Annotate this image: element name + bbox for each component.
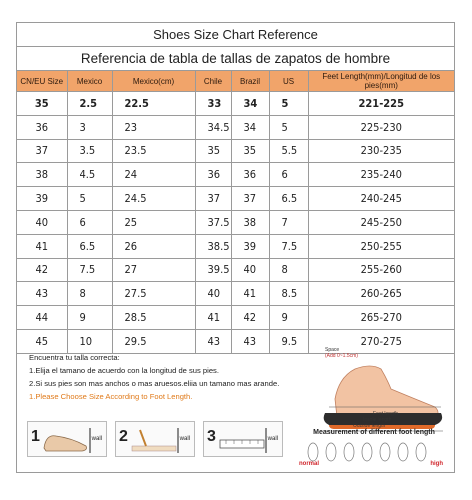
table-cell: 41 <box>17 234 67 258</box>
table-cell: 9 <box>67 306 112 330</box>
table-cell: 45 <box>17 329 67 353</box>
table-row <box>17 306 454 330</box>
table-row <box>17 92 454 116</box>
table-row <box>17 115 454 139</box>
table-cell: 7.5 <box>67 258 112 282</box>
table-cell: 39 <box>231 234 269 258</box>
table-cell: 235-240 <box>308 163 454 187</box>
table-cell: 27.5 <box>112 282 195 306</box>
table-cell: 221-225 <box>308 92 454 116</box>
table-cell: 44 <box>17 306 67 330</box>
table-cell: 24 <box>112 163 195 187</box>
table-cell: 43 <box>231 329 269 353</box>
table-row <box>17 258 454 282</box>
table-cell: 5 <box>269 92 308 116</box>
table-cell: 23 <box>112 115 195 139</box>
ruler-icon <box>218 426 268 454</box>
header-chile: Chile <box>195 71 231 92</box>
table-cell: 35 <box>17 92 67 116</box>
table-cell: 40 <box>17 210 67 234</box>
table-cell: 29.5 <box>112 329 195 353</box>
table-cell: 270-275 <box>308 329 454 353</box>
table-cell: 28.5 <box>112 306 195 330</box>
table-cell: 34 <box>231 92 269 116</box>
pencil-mark-icon <box>130 426 180 454</box>
table-cell: 9.5 <box>269 329 308 353</box>
table-cell: 225-230 <box>308 115 454 139</box>
table-cell: 42 <box>231 306 269 330</box>
table-cell: 250-255 <box>308 234 454 258</box>
table-cell: 6 <box>269 163 308 187</box>
footprint-icons <box>299 441 449 463</box>
table-cell: 8 <box>67 282 112 306</box>
table-cell: 9 <box>269 306 308 330</box>
wall-label: wall <box>179 436 190 442</box>
header-brazil: Brazil <box>231 71 269 92</box>
table-row <box>17 210 454 234</box>
title-english: Shoes Size Chart Reference <box>17 23 454 47</box>
header-mexico-cm: Mexico(cm) <box>112 71 195 92</box>
shoe-measure-diagram <box>295 345 453 473</box>
table-cell: 4.5 <box>67 163 112 187</box>
step-2 <box>115 421 195 457</box>
table-cell: 41 <box>231 282 269 306</box>
table-cell: 8.5 <box>269 282 308 306</box>
table-cell: 8 <box>269 258 308 282</box>
table-cell: 6.5 <box>269 187 308 211</box>
table-cell: 39.5 <box>195 258 231 282</box>
table-cell: 230-235 <box>308 139 454 163</box>
header-mexico: Mexico <box>67 71 112 92</box>
size-table <box>17 71 454 354</box>
step-3 <box>203 421 283 457</box>
table-cell: 6 <box>67 210 112 234</box>
table-cell: 3 <box>67 115 112 139</box>
table-cell: 6.5 <box>67 234 112 258</box>
table-row <box>17 282 454 306</box>
table-cell: 23.5 <box>112 139 195 163</box>
table-cell: 22.5 <box>112 92 195 116</box>
table-cell: 5 <box>269 115 308 139</box>
table-cell: 34.5 <box>195 115 231 139</box>
header-feet-length: Feet Length(mm)/Longitud de los pies(mm) <box>308 71 454 92</box>
table-row <box>17 187 454 211</box>
foot-side-icon <box>42 426 92 454</box>
size-chart-frame <box>16 22 455 473</box>
table-cell: 240-245 <box>308 187 454 211</box>
table-cell: 7.5 <box>269 234 308 258</box>
table-cell: 27 <box>112 258 195 282</box>
normal-label: normal <box>299 461 320 467</box>
table-row <box>17 139 454 163</box>
table-cell: 40 <box>195 282 231 306</box>
table-cell: 35 <box>195 139 231 163</box>
table-cell: 35 <box>231 139 269 163</box>
insole-length-label: Insole length <box>363 417 392 423</box>
space-label: Space <box>325 347 340 353</box>
instructions-heading: Encuentra tu talla correcta: <box>29 353 120 362</box>
table-cell: 38 <box>17 163 67 187</box>
space-note: (Add 0~1.5cm) <box>325 353 358 359</box>
table-cell: 260-265 <box>308 282 454 306</box>
instruction-line-1: 1.Elija el tamano de acuerdo con la longitud de sus pies. <box>29 366 219 375</box>
table-cell: 24.5 <box>112 187 195 211</box>
measure-steps <box>27 421 287 461</box>
table-cell: 43 <box>195 329 231 353</box>
table-cell: 39 <box>17 187 67 211</box>
step-1 <box>27 421 107 457</box>
table-cell: 37 <box>231 187 269 211</box>
table-cell: 37.5 <box>195 210 231 234</box>
table-cell: 34 <box>231 115 269 139</box>
table-cell: 41 <box>195 306 231 330</box>
step-number: 1 <box>31 428 40 445</box>
outsole-length-label: Outside length <box>353 423 386 429</box>
high-label: high <box>430 461 443 467</box>
table-cell: 38.5 <box>195 234 231 258</box>
measurement-title: Measurement of different foot length <box>313 429 435 436</box>
table-cell: 40 <box>231 258 269 282</box>
table-cell: 42 <box>17 258 67 282</box>
step-number: 2 <box>119 428 128 445</box>
table-cell: 36 <box>231 163 269 187</box>
instructions <box>29 351 289 403</box>
header-us: US <box>269 71 308 92</box>
table-cell: 10 <box>67 329 112 353</box>
foot-types-row <box>299 441 449 471</box>
table-cell: 26 <box>112 234 195 258</box>
table-cell: 3.5 <box>67 139 112 163</box>
table-cell: 7 <box>269 210 308 234</box>
step-number: 3 <box>207 428 216 445</box>
table-row <box>17 163 454 187</box>
table-cell: 5 <box>67 187 112 211</box>
table-cell: 255-260 <box>308 258 454 282</box>
table-row <box>17 234 454 258</box>
instruction-line-3: 1.Please Choose Size According to Foot Length. <box>29 392 193 401</box>
table-cell: 36 <box>17 115 67 139</box>
table-cell: 25 <box>112 210 195 234</box>
feet-length-label: Feet length <box>373 411 399 417</box>
table-cell: 43 <box>17 282 67 306</box>
table-cell: 36 <box>195 163 231 187</box>
header-cn-eu: CN/EU Size <box>17 71 67 92</box>
table-cell: 5.5 <box>269 139 308 163</box>
bottom-section <box>17 341 454 472</box>
table-cell: 245-250 <box>308 210 454 234</box>
table-cell: 37 <box>195 187 231 211</box>
table-cell: 2.5 <box>67 92 112 116</box>
table-cell: 33 <box>195 92 231 116</box>
instruction-line-2: 2.Si sus pies son mas anchos o mas aruesos.eliia un tamano mas arande. <box>29 379 280 388</box>
title-spanish: Referencia de tabla de tallas de zapatos de hombre <box>17 47 454 71</box>
table-header-row <box>17 71 454 92</box>
wall-label: wall <box>91 436 102 442</box>
table-cell: 37 <box>17 139 67 163</box>
wall-label: wall <box>267 436 278 442</box>
table-cell: 265-270 <box>308 306 454 330</box>
table-cell: 38 <box>231 210 269 234</box>
